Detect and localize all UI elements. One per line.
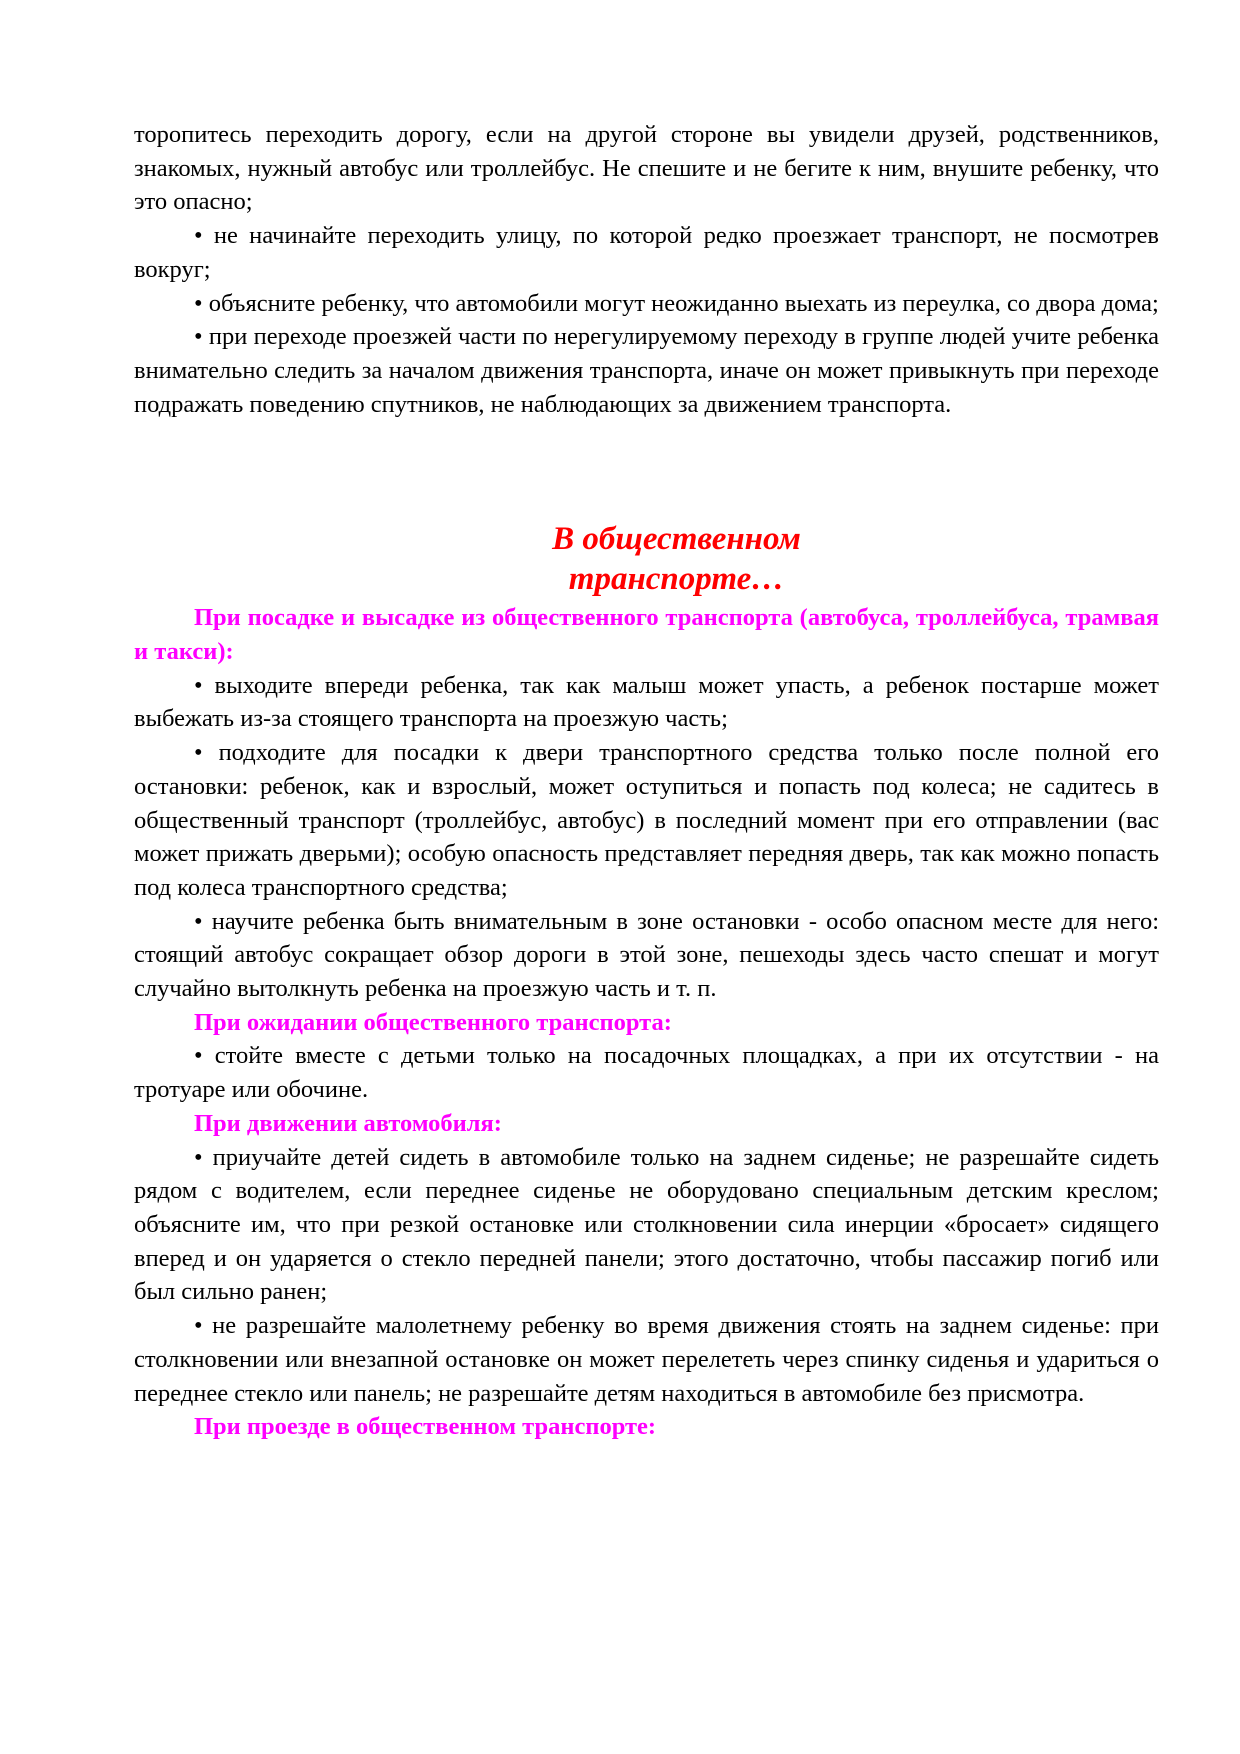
bullet-item: • объясните ребенку, что автомобили могут неожиданно выехать из переулка, со двора дома;: [194, 289, 1159, 317]
paragraph-continuation: торопитесь переходить дорогу, если на другой стороне вы увидели друзей, родственников, знакомых, нужный автобус или троллейбус. Не спешите и не бегите к ним, внушите ребенку, что это опасно;: [134, 121, 1159, 216]
document-page: [134, 118, 1159, 1444]
bullet-item: • приучайте детей сидеть в автомобиле только на заднем сиденье; не разрешайте сидеть рядом с водителем, если переднее сиденье не оборудовано специальным детским креслом; объясните им, что при резкой остановке или столкновении сила инерции «бросает» сидящего вперед и он ударяется о стекло передней панели; этого достаточно, чтобы пассажир погиб или был сильно ранен;: [134, 1143, 1159, 1306]
bullet-item: • при переходе проезжей части по нерегулируемому переходу в группе людей учите ребенка внимательно следить за началом движения транспорта, иначе он может привыкнуть при переходе подражать поведению спутников, не наблюдающих за движением транспорта.: [134, 323, 1159, 418]
bullet-item: • научите ребенка быть внимательным в зоне остановки - особо опасном месте для него: стоящий автобус сокращает обзор дороги в этой зоне, пешеходы здесь часто спешат и могут случайно вытолкнуть ребенка на проезжую часть и т. п.: [134, 907, 1159, 1003]
bullet-item: • не разрешайте малолетнему ребенку во время движения стоять на заднем сиденье: при столкновении или внезапной остановке он может перелететь через спинку сиденья и удариться о переднее стекло или панель; не разрешайте детям находиться в автомобиле без присмотра.: [134, 1312, 1159, 1407]
subheading-riding: При проезде в общественном транспорте:: [194, 1413, 657, 1441]
bullet-item: • не начинайте переходить улицу, по которой редко проезжает транспорт, не посмотрев вокруг;: [134, 222, 1159, 283]
subheading-boarding: При посадке и высадке из общественного транспорта (автобуса, троллейбуса, трамвая и такси):: [134, 604, 1159, 666]
subheading-car: При движении автомобиля:: [194, 1109, 502, 1137]
bullet-item: • выходите впереди ребенка, так как малыш может упасть, а ребенок постарше может выбежать из-за стоящего транспорта на проезжую часть;: [134, 671, 1159, 733]
bullet-item: • стойте вместе с детьми только на посадочных площадках, а при их отсутствии - на тротуаре или обочине.: [134, 1042, 1159, 1104]
section-title-line-2: транспорте…: [568, 561, 785, 598]
section-title-line-1: В общественном: [552, 521, 801, 558]
bullet-item: • подходите для посадки к двери транспортного средства только после полной его остановки: ребенок, как и взрослый, может оступиться и попасть под колеса; не садитесь в общественный транспорт (троллейбус, автобус) в последний момент при его отправлении (вас может прижать дверьми); особую опасность представляет передняя дверь, так как можно попасть под колеса транспортного средства;: [134, 739, 1159, 901]
section-title: [134, 519, 1159, 599]
subheading-waiting: При ожидании общественного транспорта:: [194, 1008, 672, 1036]
